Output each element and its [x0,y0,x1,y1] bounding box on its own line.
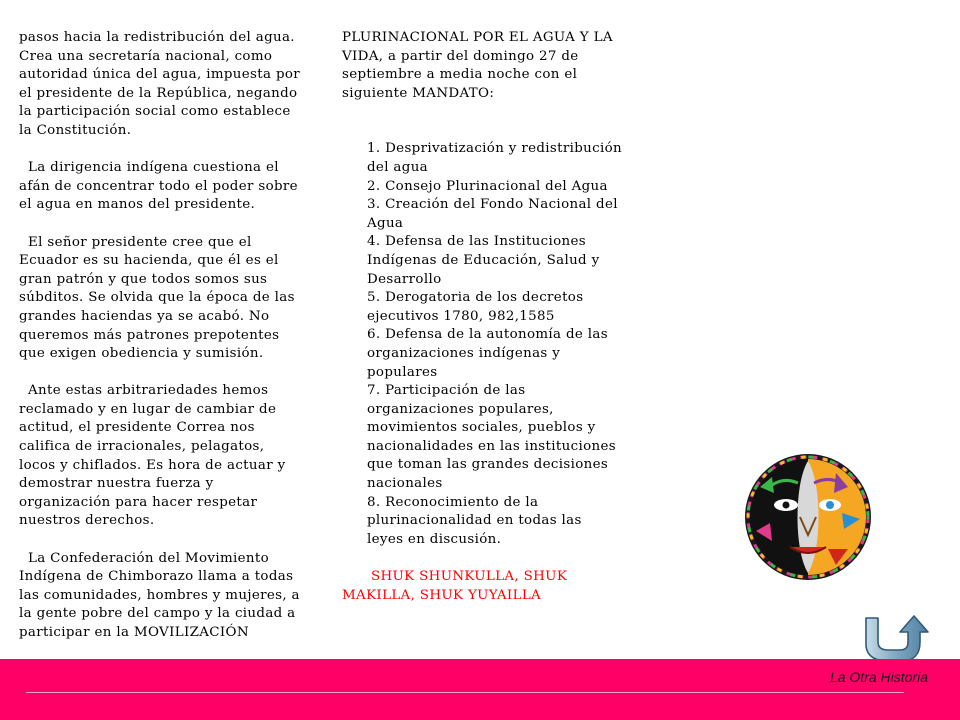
footer-title: La Otra Historia [829,669,928,685]
mandate-item: 6. Defensa de la autonomía de las organizaciones indígenas y populares [367,327,608,380]
paragraph-president-hacienda: El señor presidente cree que el Ecuador es su hacienda, que él es el gran patrón y que todos somos sus súbditos. Se olvida que la época de las grandes haciendas ya se acabó. No queremos más patrones prepotentes que exigen obediencia y sumisión. [19,234,295,362]
mandate-item: 2. Consejo Plurinacional del Agua [367,178,608,194]
footer-divider [26,692,904,693]
paragraph-water-redistribution: pasos hacia la redistribución del agua. Crea una secretaría nacional, como autoridad única del agua, impuesta por el presidente de la República, negando la participación social como establece la Constitución. [19,30,301,138]
mandate-item: 7. Participación de las organizaciones populares, movimientos sociales, pueblos y nacionalidades en las instituciones que toman las grandes decisiones nacionales [367,383,616,492]
right-column [342,29,622,605]
mandate-item: 5. Derogatoria de los decretos ejecutivos 1780, 982,1585 [367,290,584,324]
footer-bar [0,659,960,720]
mandate-item: 3. Creación del Fondo Nacional del Agua [367,197,618,231]
paragraph-call-to-mobilization: La Confederación del Movimiento Indígena de Chimborazo llama a todas las comunidades, hombres y mujeres, a la gente pobre del campo y la ciudad a participar en la MOVILIZACIÓN [19,550,300,640]
left-column [19,29,304,661]
mandate-list [342,140,622,549]
closing-slogan: SHUK SHUNKULLA, SHUK MAKILLA, SHUK YUYAILLA [342,569,568,603]
mandate-item: 1. Desprivatización y redistribución del agua [367,141,622,175]
mandate-intro: PLURINACIONAL POR EL AGUA Y LA VIDA, a partir del domingo 27 de septiembre a media noche con el siguiente MANDATO: [342,30,613,101]
paragraph-indigenous-leadership: La dirigencia indígena cuestiona el afán de concentrar todo el poder sobre el agua en manos del presidente. [19,160,298,213]
paragraph-arbitrariness: Ante estas arbitrariedades hemos reclamado y en lugar de cambiar de actitud, el presidente Correa nos califica de irracionales, pelagatos, locos y chiflados. Es hora de actuar y demostrar nuestra fuerza y organización para hacer respetar nuestros derechos. [19,383,286,529]
mandate-item: 8. Reconocimiento de la plurinacionalidad en todas las leyes en discusión. [367,494,582,547]
sun-moon-face-icon [744,453,872,581]
return-arrow-icon[interactable] [860,614,932,662]
mandate-item: 4. Defensa de las Instituciones Indígenas de Educación, Salud y Desarrollo [367,234,600,287]
